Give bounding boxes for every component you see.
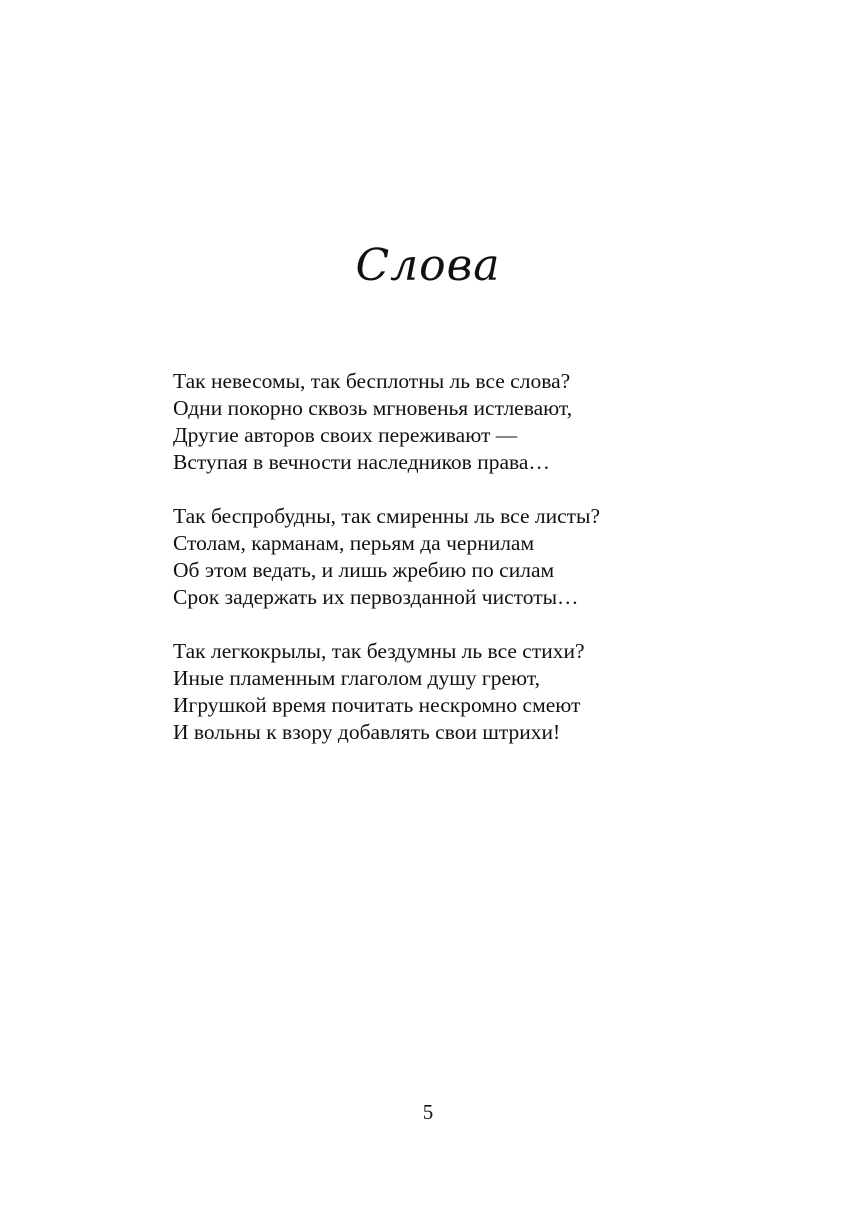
poem-line: Иные пламенным глаголом душу греют,	[173, 666, 540, 690]
poem-line: Одни покорно сквозь мгновенья истлевают,	[173, 396, 573, 420]
poem-line: Так легкокрылы, так бездумны ль все стихи?	[173, 639, 585, 663]
page-number: 5	[422, 1100, 434, 1124]
poem-line: Срок задержать их первозданной чистоты…	[173, 585, 579, 609]
poem-line: Вступая в вечности наследников права…	[173, 450, 550, 474]
poem-line: И вольны к взору добавлять свои штрихи!	[173, 720, 561, 744]
stanza-2	[173, 503, 793, 611]
poem-body	[173, 368, 793, 773]
poem-line: Столам, карманам, перьям да чернилам	[173, 531, 535, 555]
poem-line: Другие авторов своих переживают —	[173, 423, 518, 447]
stanza-1	[173, 368, 793, 476]
stanza-3	[173, 638, 793, 746]
poem-line: Так невесомы, так бесплотны ль все слова?	[173, 369, 571, 393]
poem-line: Так беспробудны, так смиренны ль все листы?	[173, 504, 601, 528]
poem-line: Игрушкой время почитать нескромно смеют	[173, 693, 581, 717]
poem-title: Слова	[355, 240, 501, 291]
poem-line: Об этом ведать, и лишь жребию по силам	[173, 558, 555, 582]
